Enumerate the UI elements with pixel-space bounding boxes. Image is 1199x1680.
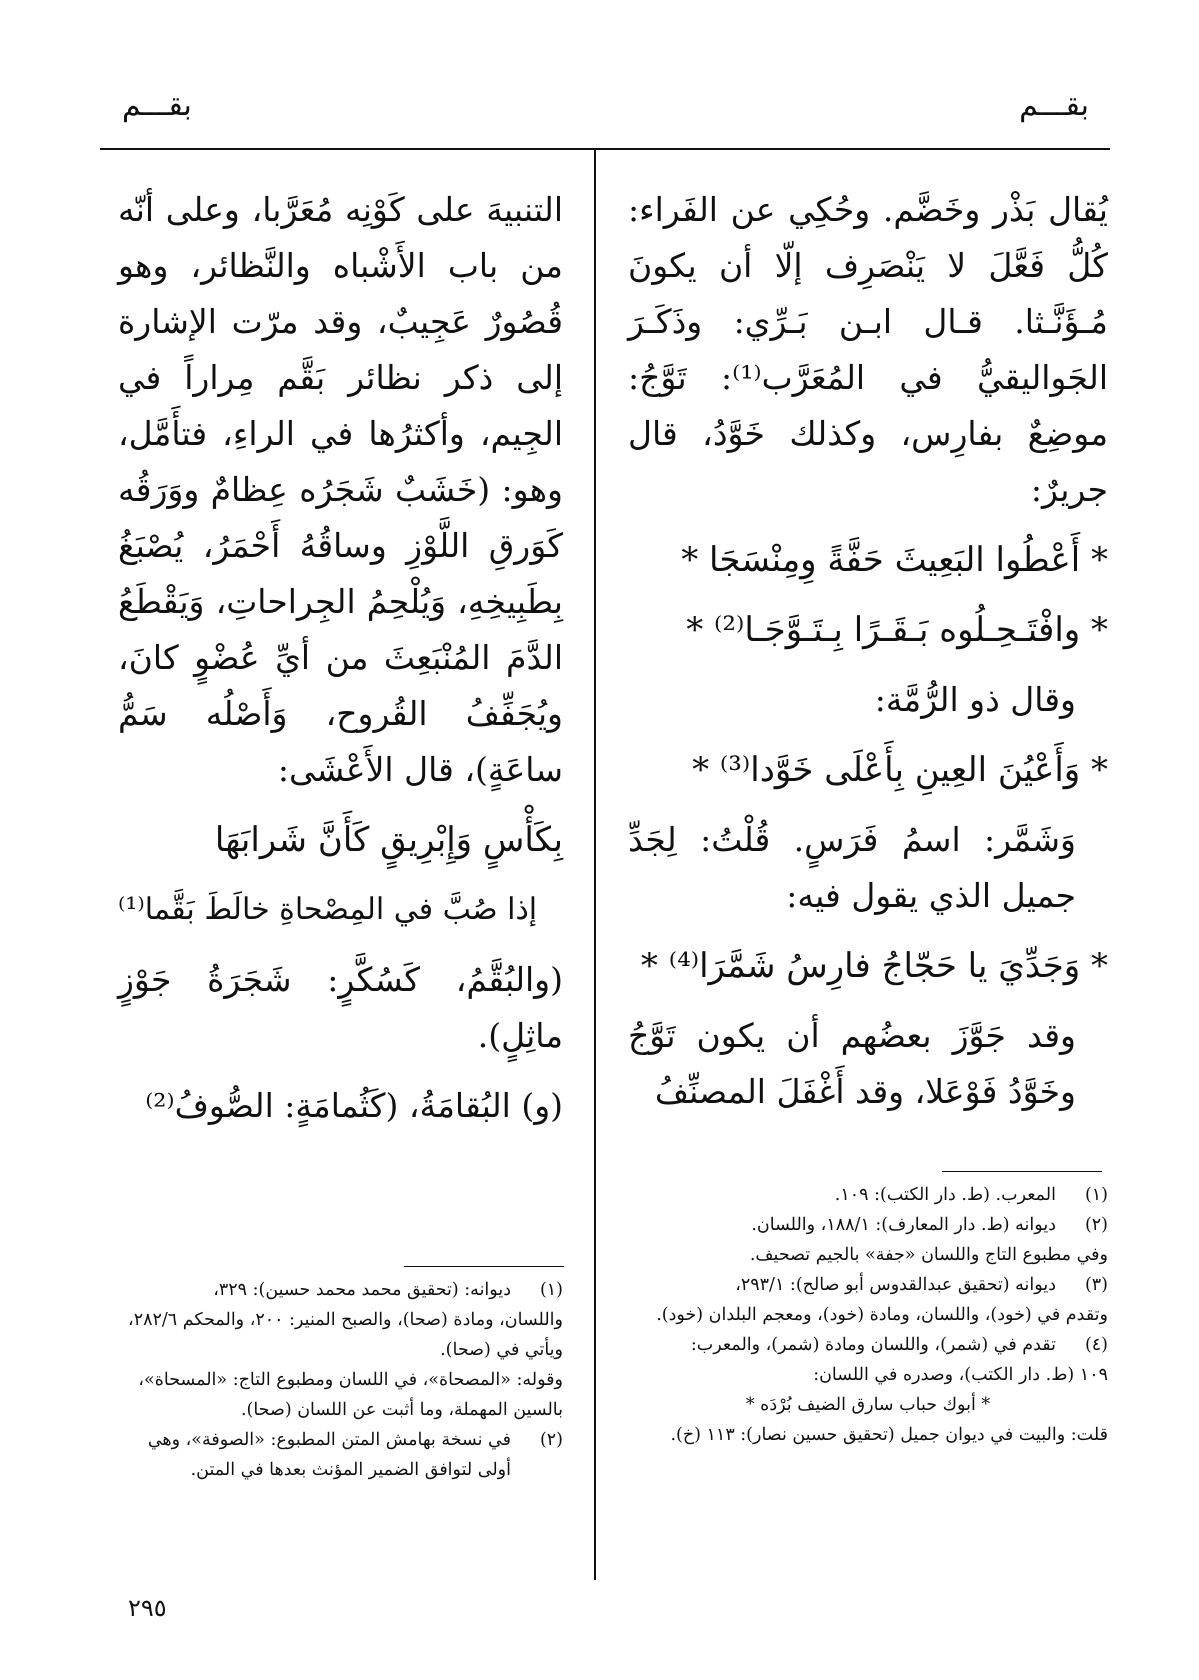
running-head-left: بقـــم xyxy=(122,88,192,123)
left-verse-1: بِكَأْسٍ وَإِبْرِيقٍ كَأَنَّ شَرابَهَا xyxy=(214,820,563,860)
footnote-rule-right xyxy=(942,1171,1102,1172)
footnote-verse: * أبوك حباب سارق الضيف بُرْدَه * xyxy=(745,1395,991,1415)
right-column xyxy=(628,182,1108,1120)
left-paragraph-2: (والبُقَّمُ، كَسُكَّرٍ: شَجَرَةُ جَوْزٍ ماثِلٍ). xyxy=(118,960,563,1055)
footnotes-right xyxy=(628,1180,1108,1450)
footnote-number: (١) xyxy=(539,1280,563,1300)
column-divider xyxy=(594,150,596,1580)
footnote-line: ديوانه: (تحقيق محمد محمد حسين): ٣٢٩، xyxy=(213,1280,511,1300)
footnote-line: ديوانه (تحقيق عبدالقدوس أبو صالح): ٢٩٣/١، xyxy=(735,1275,1056,1295)
footnotes-left xyxy=(118,1275,563,1485)
footnote-line: تقدم في (شمر)، واللسان ومادة (شمر)، والمعرب: xyxy=(690,1335,1056,1355)
footnote-rule-left xyxy=(404,1266,564,1267)
footnote xyxy=(628,1330,1108,1360)
footnote-line: في نسخة بهامش المتن المطبوع: «الصوفة»، وهي أولى لتوافق الضمير المؤنث بعدها في المتن. xyxy=(147,1430,511,1480)
right-paragraph-3: وَشَمَّر: اسمُ فَرَسٍ. قُلْتُ: لِجَدِّ جميل الذي يقول فيه: xyxy=(628,820,1076,915)
footnote xyxy=(118,1425,563,1485)
right-paragraph-4: وقد جَوَّزَ بعضُهم أن يكون تَوَّجُ وخَوَّدُ فَوْعَلا، وقد أَغْفَلَ المصنِّفُ xyxy=(628,1016,1076,1111)
page-number: ٢٩٥ xyxy=(128,1594,167,1622)
footnote xyxy=(628,1180,1108,1210)
footnote-number: (٢) xyxy=(539,1430,563,1450)
footnote-number: (٤) xyxy=(1084,1335,1108,1355)
footnote xyxy=(118,1275,563,1305)
running-head-right: بقـــم xyxy=(1019,88,1089,123)
footnote xyxy=(628,1210,1108,1240)
footnote-line: واللسان، ومادة (صحا)، والصبح المنير: ٢٠٠، والمحكم ٢٨٢/٦، ويأتي في (صحا). xyxy=(128,1310,563,1360)
left-paragraph-3: (و) البُقامَةُ، (كَثُمامَةٍ: الصُّوفُ⁽²⁾ xyxy=(145,1086,563,1125)
right-paragraph-2: وقال ذو الرُّمَّة: xyxy=(874,680,1076,719)
footnote-line: ديوانه (ط. دار المعارف): ١٨٨/١، واللسان. xyxy=(751,1215,1056,1235)
right-verse-4: * وَجَدِّيَ يا حَجّاجُ فارِسُ شَمَّرَا⁽⁴⁾ * xyxy=(640,946,1108,986)
footnote-line: المعرب. (ط. دار الكتب): ١٠٩. xyxy=(834,1185,1056,1205)
left-paragraph-1: التنبيهَ على كَوْنِه مُعَرَّبا، وعلى أنّه من باب الأَشْباه والنَّظائر، وهو قُصُورٌ عَجِيبٌ، وقد مرّت الإشارة إلى ذكر نظائر بَقَّم مِراراً في الجِيم، وأكثرُها في الراءِ، فتأَمَّل، وهو: (خَشَبٌ شَجَرُه عِظامٌ ووَرَقُه كَوَرقِ اللَّوْزِ وساقُهُ أَحْمَرُ، يُصْبَغُ بِطَبِيخِهِ، وَيُلْحِمُ الجِراحاتِ، وَيَقْطَعُ الدَّمَ المُنْبَعِثَ من أيِّ عُضْوٍ كانَ، ويُجَفِّفُ القُروح، وَأَصْلُه سَمُّ ساعَةٍ)، قال الأَعْشَى: xyxy=(118,190,563,789)
footnote-line: ١٠٩ (ط. دار الكتب)، وصدره في اللسان: xyxy=(813,1365,1108,1385)
right-paragraph-1: يُقال بَذْر وخَضَّم. وحُكِي عن الفَراء: كُلُّ فَعَّلَ لا يَنْصَرِف إلّا أن يكونَ مُـؤَنَّـثا. قـال ابـن بَـرِّي: وذَكَـرَ الجَواليقيُّ في المُعَرَّب⁽¹⁾: تَوَّجُ: موضِعٌ بفارِس، وكذلك خَوَّدُ، قال جريرٌ: xyxy=(628,190,1108,509)
footnote-number: (١) xyxy=(1084,1185,1108,1205)
left-column xyxy=(118,182,563,1134)
right-verse-3: * وَأَعْيُنَ العِينِ بِأَعْلَى خَوَّدا⁽³⁾ * xyxy=(692,750,1108,790)
footnote-number: (٢) xyxy=(1084,1215,1108,1235)
footnote-line: وفي مطبوع التاج واللسان «جفة» بالجيم تصحيف. xyxy=(749,1245,1108,1265)
footnote-line: وتقدم في (خود)، واللسان، ومادة (خود)، ومعجم البلدان (خود). xyxy=(656,1305,1108,1325)
right-verse-1: * أَعْطُوا البَعِيثَ حَفَّةً وِمِنْسَجَا * xyxy=(681,540,1108,580)
footnote-number: (٣) xyxy=(1084,1275,1108,1295)
footnote-line: قلت: والبيت في ديوان جميل (تحقيق حسين نصار): ١١٣ (خ). xyxy=(670,1425,1108,1445)
header-rule xyxy=(100,148,1110,150)
left-verse-2: إذا صُبَّ في المِصْحاةِ خالَطَ بَقَّما⁽¹⁾ xyxy=(118,892,538,927)
footnote-line: وقوله: «المصحاة»، في اللسان ومطبوع التاج: «المسحاة»، بالسين المهملة، وما أثبت عن اللسان (صحا). xyxy=(138,1370,563,1420)
right-verse-2: * وافْتَـحِـلُوه بَـقَـرًا بِـتَـوَّجَـا⁽²⁾ * xyxy=(686,610,1108,650)
footnote xyxy=(628,1270,1108,1300)
